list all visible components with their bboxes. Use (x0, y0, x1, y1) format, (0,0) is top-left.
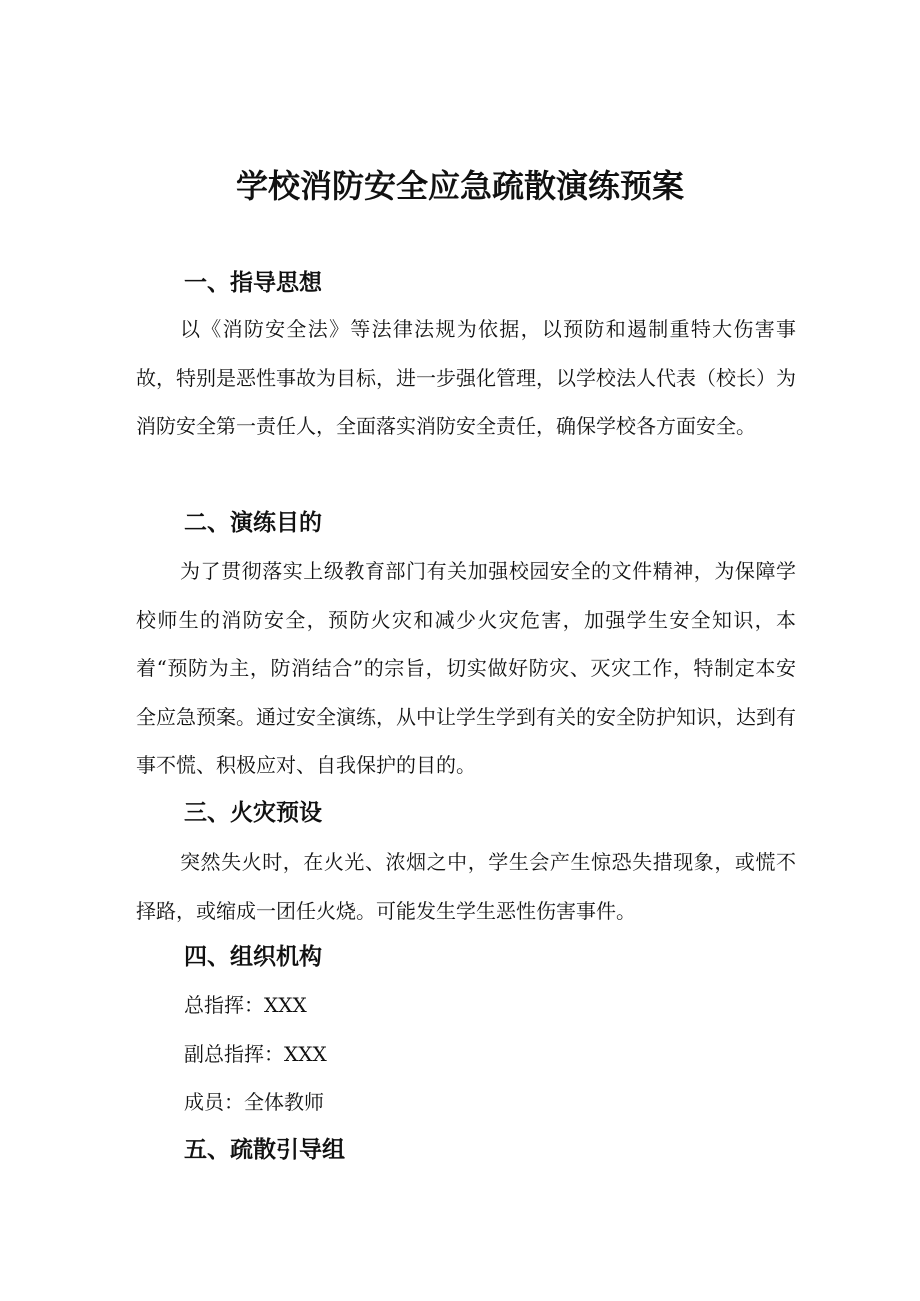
organization-members: 成员：全体教师 (184, 1090, 324, 1114)
section-heading-drill-purpose: 二、演练目的 (184, 510, 322, 536)
section-heading-fire-scenario: 三、火灾预设 (184, 800, 322, 826)
section-heading-evacuation-guide-group: 五、疏散引导组 (184, 1137, 345, 1163)
section-heading-guiding-ideology: 一、指导思想 (184, 270, 322, 296)
organization-commander: 总指挥：XXX (184, 993, 307, 1017)
organization-deputy-commander: 副总指挥：XXX (184, 1042, 327, 1066)
section-paragraph-guiding-ideology: 以《消防安全法》等法律法规为依据，以预防和遏制重特大伤害事故，特别是恶性事故为目标，进一步强化管理，以学校法人代表（校长）为消防安全第一责任人，全面落实消防安全责任，确保学校各方面安全。 (136, 317, 796, 438)
section-paragraph-drill-purpose: 为了贯彻落实上级教育部门有关加强校园安全的文件精神，为保障学校师生的消防安全，预防火灾和减少火灾危害，加强学生安全知识，本着“预防为主，防消结合”的宗旨，切实做好防灾、灭灾工作，特制定本安全应急预案。通过安全演练，从中让学生学到有关的安全防护知识，达到有事不慌、积极应对、自我保护的目的。 (136, 559, 796, 777)
section-paragraph-fire-scenario: 突然失火时，在火光、浓烟之中，学生会产生惊恐失措现象，或慌不择路，或缩成一团任火烧。可能发生学生恶性伤害事件。 (136, 850, 796, 923)
document-title: 学校消防安全应急疏散演练预案 (235, 167, 684, 205)
section-heading-organization: 四、组织机构 (184, 944, 322, 970)
